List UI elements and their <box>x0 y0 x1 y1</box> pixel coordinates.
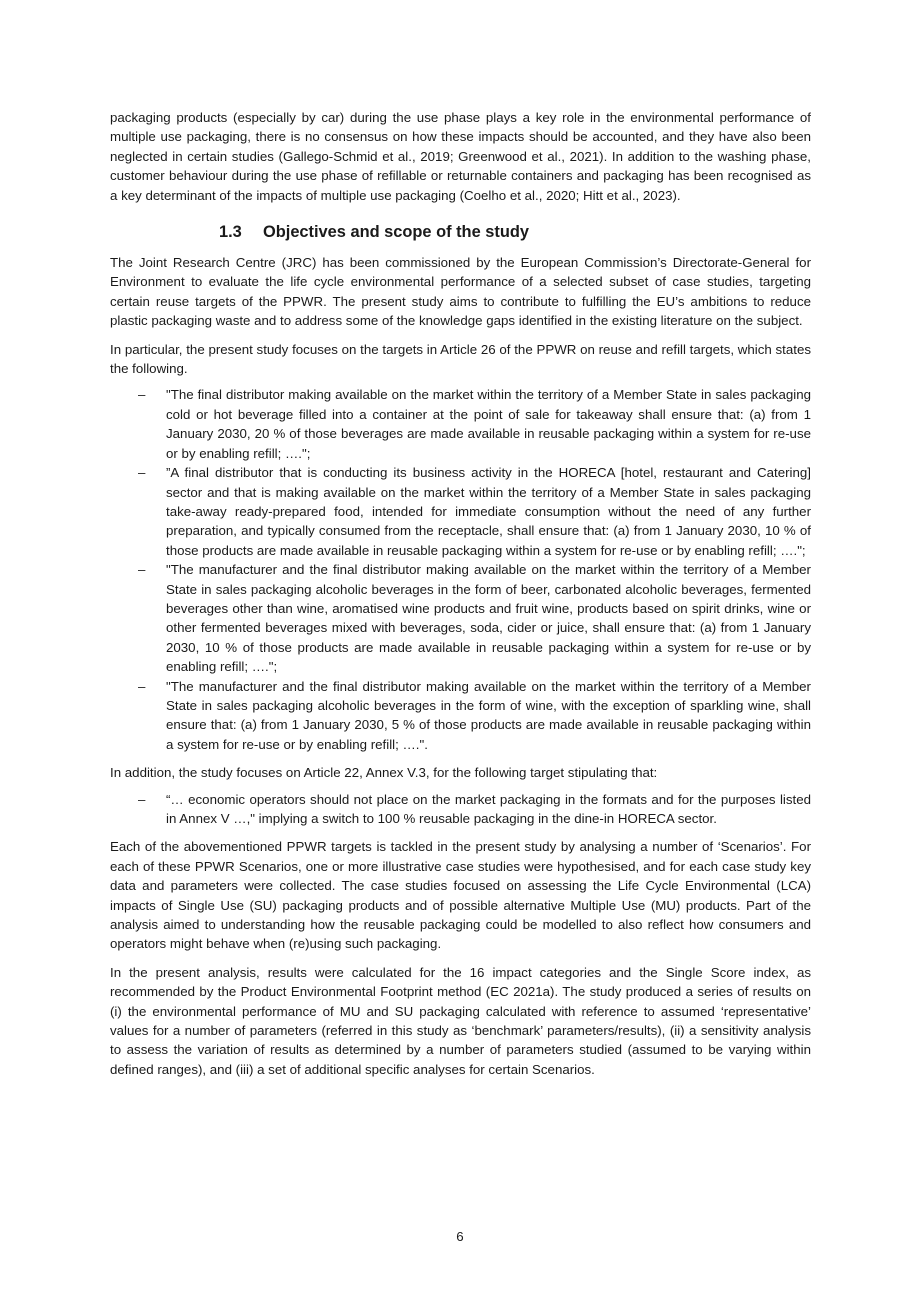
article26-list <box>110 385 811 754</box>
section-number: 1.3 <box>219 223 242 242</box>
body-paragraph: The Joint Research Centre (JRC) has been commissioned by the European Commission’s Directorate-General for Environment to evaluate the life cycle environmental performance of a selected subset of case studies, targeting certain reuse targets of the PPWR. The present study aims to contribute to fulfilling the EU’s ambitions to reduce plastic packaging waste and to address some of the knowledge gaps identified in the existing literature on the subject. <box>110 255 811 329</box>
page-body <box>110 108 811 1079</box>
dash-bullet: – <box>138 678 146 694</box>
page-number: 6 <box>456 1229 464 1244</box>
dash-bullet: – <box>138 387 146 403</box>
dash-bullet: – <box>138 562 146 578</box>
article22-intro: In addition, the study focuses on Article 22, Annex V.3, for the following target stipulating that: <box>110 765 658 781</box>
list-item: – ”A final distributor that is conducting its business activity in the HORECA [hotel, restaurant and Catering] sector and that is making available on the market within the territory of a Member State in sales packaging take-away ready-prepared food, intended for immediate consumption without the need of any further preparation, and typically consumed from the receptacle, shall ensure that: (a) from 1 January 2030, 10 % of those products are made available in reusable packaging within a system for re-use or by enabling refill; …."; <box>138 465 811 558</box>
section-title: Objectives and scope of the study <box>263 223 529 242</box>
dash-bullet: – <box>138 791 146 807</box>
body-paragraph: In the present analysis, results were calculated for the 16 impact categories and the Single Score index, as recommended by the Product Environmental Footprint method (EC 2021a). The study produced a series of results on (i) the environmental performance of MU and SU packaging calculated with reference to assumed ‘representative’ values for a number of parameters (referred in this study as ‘benchmark’ parameters/results), (ii) a sensitivity analysis to assess the variation of results as determined by a number of parameters studied (assumed to be varying within defined ranges), and (iii) a set of additional specific analyses for certain Scenarios. <box>110 964 811 1077</box>
list-item: – "The manufacturer and the final distributor making available on the market within the territory of a Member State in sales packaging alcoholic beverages in the form of wine, with the exception of sparkling wine, shall ensure that: (a) from 1 January 2030, 5 % of those products are made available in reusable packaging within a system for re-use or by enabling refill; ….". <box>138 678 811 752</box>
body-paragraph: In particular, the present study focuses on the targets in Article 26 of the PPWR on reuse and refill targets, which states the following. <box>110 341 811 377</box>
list-item: – "The manufacturer and the final distributor making available on the market within the territory of a Member State in sales packaging alcoholic beverages in the form of beer, carbonated alcoholic beverages, fermented beverages other than wine, aromatised wine products and fruit wine, products based on spirit drinks, wine or other fermented beverages mixed with beverages, soda, cider or juice, shall ensure that: (a) from 1 January 2030, 10 % of those products are made available in reusable packaging within a system for re-use or by enabling refill; …."; <box>138 562 811 675</box>
section-heading <box>110 221 811 243</box>
list-item: – “… economic operators should not place on the market packaging in the formats and for the purposes listed in Annex V …," implying a switch to 100 % reusable packaging in the dine-in HORECA sector. <box>138 791 811 826</box>
article22-list <box>110 790 811 829</box>
dash-bullet: – <box>138 465 146 481</box>
intro-paragraph: packaging products (especially by car) during the use phase plays a key role in the environmental performance of multiple use packaging, there is no consensus on how these impacts should be accounted, and they have also been neglected in certain studies (Gallego-Schmid et al., 2019; Greenwood et al., 2021). In addition to the washing phase, customer behaviour during the use phase of refillable or returnable containers and packaging has been recognised as a key determinant of the impacts of multiple use packaging (Coelho et al., 2020; Hitt et al., 2023). <box>110 110 811 203</box>
list-item: – "The final distributor making available on the market within the territory of a Member State in sales packaging cold or hot beverage filled into a container at the point of sale for takeaway shall ensure that: (a) from 1 January 2030, 20 % of those beverages are made available in reusable packaging within a system for re-use or by enabling refill; …."; <box>138 387 811 461</box>
body-paragraph: Each of the abovementioned PPWR targets is tackled in the present study by analysing a number of ‘Scenarios’. For each of these PPWR Scenarios, one or more illustrative case studies were hypothesised, and for each case study key data and parameters were collected. The case studies focused on assessing the Life Cycle Environmental (LCA) impacts of Single Use (SU) packaging products and of possible alternative Multiple Use (MU) products. Part of the analysis aimed to understanding how the reusable packaging could be modelled to also reflect how consumers and operators might behave when (re)using such packaging. <box>110 839 811 952</box>
